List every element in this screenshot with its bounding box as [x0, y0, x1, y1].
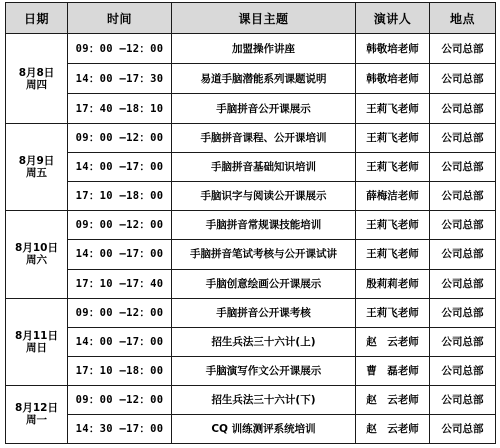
location-cell: 公司总部	[430, 124, 496, 153]
date-label: 8月11日	[15, 329, 58, 342]
location-cell: 公司总部	[430, 34, 496, 64]
speaker-cell: 韩敬培老师	[356, 34, 430, 64]
topic-cell: 手脑拼音公开课考核	[172, 298, 356, 327]
table-row	[6, 124, 496, 153]
location-cell: 公司总部	[430, 385, 496, 414]
table-row	[6, 269, 496, 298]
date-cell	[6, 385, 68, 443]
table-row	[6, 64, 496, 94]
table-row	[6, 153, 496, 182]
location-cell: 公司总部	[430, 182, 496, 211]
location-cell: 公司总部	[430, 211, 496, 240]
date-label: 8月12日	[15, 402, 58, 415]
weekday-label: 周五	[26, 167, 47, 180]
table-row	[6, 385, 496, 414]
location-cell: 公司总部	[430, 414, 496, 443]
date-cell	[6, 298, 68, 385]
location-cell: 公司总部	[430, 240, 496, 269]
location-cell: 公司总部	[430, 94, 496, 124]
table-row	[6, 356, 496, 385]
topic-cell: 手脑拼音常规课技能培训	[172, 211, 356, 240]
table-row	[6, 182, 496, 211]
weekday-label: 周六	[26, 254, 47, 267]
date-label: 8月10日	[15, 242, 58, 255]
date-cell	[6, 34, 68, 124]
topic-cell: 加盟操作讲座	[172, 34, 356, 64]
header-location: 地点	[430, 3, 496, 34]
weekday-label: 周日	[26, 341, 47, 354]
topic-cell: 手脑拼音基础知识培训	[172, 153, 356, 182]
location-cell: 公司总部	[430, 298, 496, 327]
time-cell: 09：00 —12：00	[68, 385, 172, 414]
topic-cell: 手脑识字与阅读公开课展示	[172, 182, 356, 211]
speaker-cell: 王莉飞老师	[356, 240, 430, 269]
speaker-cell: 曹 磊老师	[356, 356, 430, 385]
table-row	[6, 211, 496, 240]
weekday-label: 周一	[26, 414, 47, 427]
topic-cell: 招生兵法三十六计(下)	[172, 385, 356, 414]
topic-cell: 手脑创意绘画公开课展示	[172, 269, 356, 298]
date-cell	[6, 211, 68, 298]
table-row	[6, 34, 496, 64]
time-cell: 17：10 —17：40	[68, 269, 172, 298]
table-row	[6, 94, 496, 124]
speaker-cell: 赵 云老师	[356, 327, 430, 356]
time-cell: 14：30 —17：00	[68, 414, 172, 443]
header-date: 日期	[6, 3, 68, 34]
time-cell: 09：00 —12：00	[68, 211, 172, 240]
speaker-cell: 王莉飞老师	[356, 153, 430, 182]
speaker-cell: 王莉飞老师	[356, 124, 430, 153]
time-cell: 17：40 —18：10	[68, 94, 172, 124]
location-cell: 公司总部	[430, 153, 496, 182]
date-label: 8月9日	[18, 155, 55, 168]
date-cell	[6, 124, 68, 211]
weekday-label: 周四	[26, 78, 47, 91]
training-schedule-table	[5, 2, 496, 444]
topic-cell: 招生兵法三十六计(上)	[172, 327, 356, 356]
header-row	[6, 3, 496, 34]
location-cell: 公司总部	[430, 356, 496, 385]
speaker-cell: 殷莉莉老师	[356, 269, 430, 298]
location-cell: 公司总部	[430, 64, 496, 94]
header-speaker: 演讲人	[356, 3, 430, 34]
topic-cell: 易道手脑潜能系列课题说明	[172, 64, 356, 94]
time-cell: 17：10 —18：00	[68, 356, 172, 385]
header-topic: 课目主题	[172, 3, 356, 34]
topic-cell: CQ 训练测评系统培训	[172, 414, 356, 443]
time-cell: 09：00 —12：00	[68, 124, 172, 153]
time-cell: 14：00 —17：00	[68, 153, 172, 182]
topic-cell: 手脑拼音课程、公开课培训	[172, 124, 356, 153]
speaker-cell: 王莉飞老师	[356, 94, 430, 124]
table-row	[6, 414, 496, 443]
table-row	[6, 298, 496, 327]
speaker-cell: 赵 云老师	[356, 385, 430, 414]
time-cell: 09：00 —12：00	[68, 298, 172, 327]
topic-cell: 手脑拼音公开课展示	[172, 94, 356, 124]
topic-cell: 手脑拼音笔试考核与公开课试讲	[172, 240, 356, 269]
header-time: 时间	[68, 3, 172, 34]
date-label: 8月8日	[18, 66, 55, 79]
speaker-cell: 薛梅洁老师	[356, 182, 430, 211]
time-cell: 14：00 —17：30	[68, 64, 172, 94]
topic-cell: 手脑演写作文公开课展示	[172, 356, 356, 385]
speaker-cell: 王莉飞老师	[356, 211, 430, 240]
location-cell: 公司总部	[430, 269, 496, 298]
table-row	[6, 240, 496, 269]
location-cell: 公司总部	[430, 327, 496, 356]
time-cell: 17：10 —18：00	[68, 182, 172, 211]
time-cell: 14：00 —17：00	[68, 240, 172, 269]
speaker-cell: 赵 云老师	[356, 414, 430, 443]
speaker-cell: 王莉飞老师	[356, 298, 430, 327]
table-row	[6, 327, 496, 356]
time-cell: 14：00 —17：00	[68, 327, 172, 356]
time-cell: 09：00 —12：00	[68, 34, 172, 64]
speaker-cell: 韩敬培老师	[356, 64, 430, 94]
